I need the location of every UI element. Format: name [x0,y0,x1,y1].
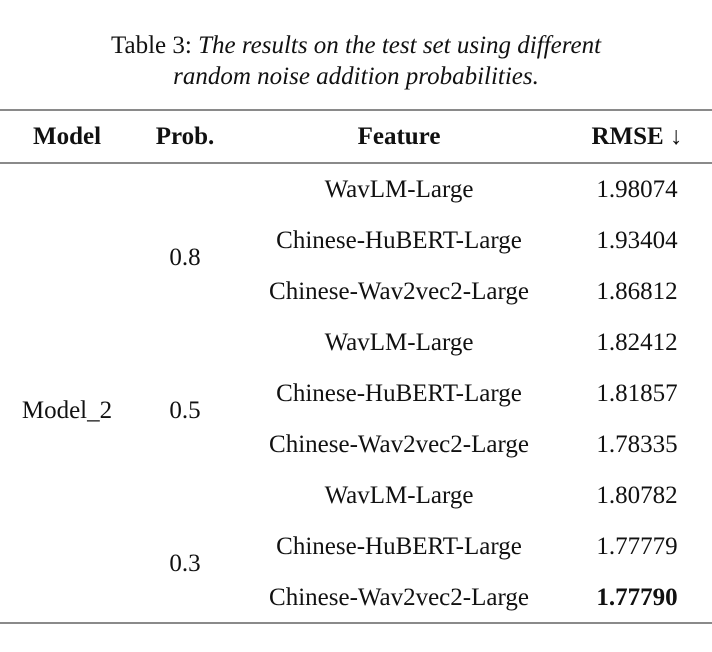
feature-cell: WavLM-Large [324,176,474,203]
rmse-cell: 1.78335 [596,431,678,458]
prob-cell-0.5: 0.5 [169,397,201,424]
feature-cell: Chinese-Wav2vec2-Large [269,431,529,458]
rmse-cell: 1.80782 [596,482,678,509]
feature-cell: WavLM-Large [324,482,474,509]
model-name-cell: Model_2 [21,397,113,424]
rmse-cell: 1.77779 [596,533,678,560]
rmse-cell: 1.98074 [596,176,678,203]
feature-cell: Chinese-Wav2vec2-Large [269,584,529,611]
rmse-cell-best: 1.77790 [596,584,678,611]
top-rule [0,109,712,111]
caption-label: Table 3: [110,32,192,59]
bottom-rule [0,622,712,624]
prob-cell-0.3: 0.3 [169,550,201,577]
rmse-cell: 1.86812 [596,278,678,305]
header-model: Model [32,123,102,150]
table-caption [0,30,712,92]
caption-line-1 [0,30,712,61]
caption-title-line-1: The results on the test set using different [198,32,602,59]
header-feature: Feature [357,123,441,150]
feature-cell: WavLM-Large [324,329,474,356]
feature-cell: Chinese-Wav2vec2-Large [269,278,529,305]
rmse-cell: 1.93404 [596,227,678,254]
rmse-cell: 1.82412 [596,329,678,356]
feature-cell: Chinese-HuBERT-Large [276,380,522,407]
header-rmse: RMSE ↓ [591,123,683,150]
header-prob: Prob. [155,123,215,150]
caption-title-line-2: random noise addition probabilities. [173,63,539,90]
prob-cell-0.8: 0.8 [169,244,201,271]
rmse-cell: 1.81857 [596,380,678,407]
header-rule [0,162,712,164]
feature-cell: Chinese-HuBERT-Large [276,227,522,254]
feature-cell: Chinese-HuBERT-Large [276,533,522,560]
